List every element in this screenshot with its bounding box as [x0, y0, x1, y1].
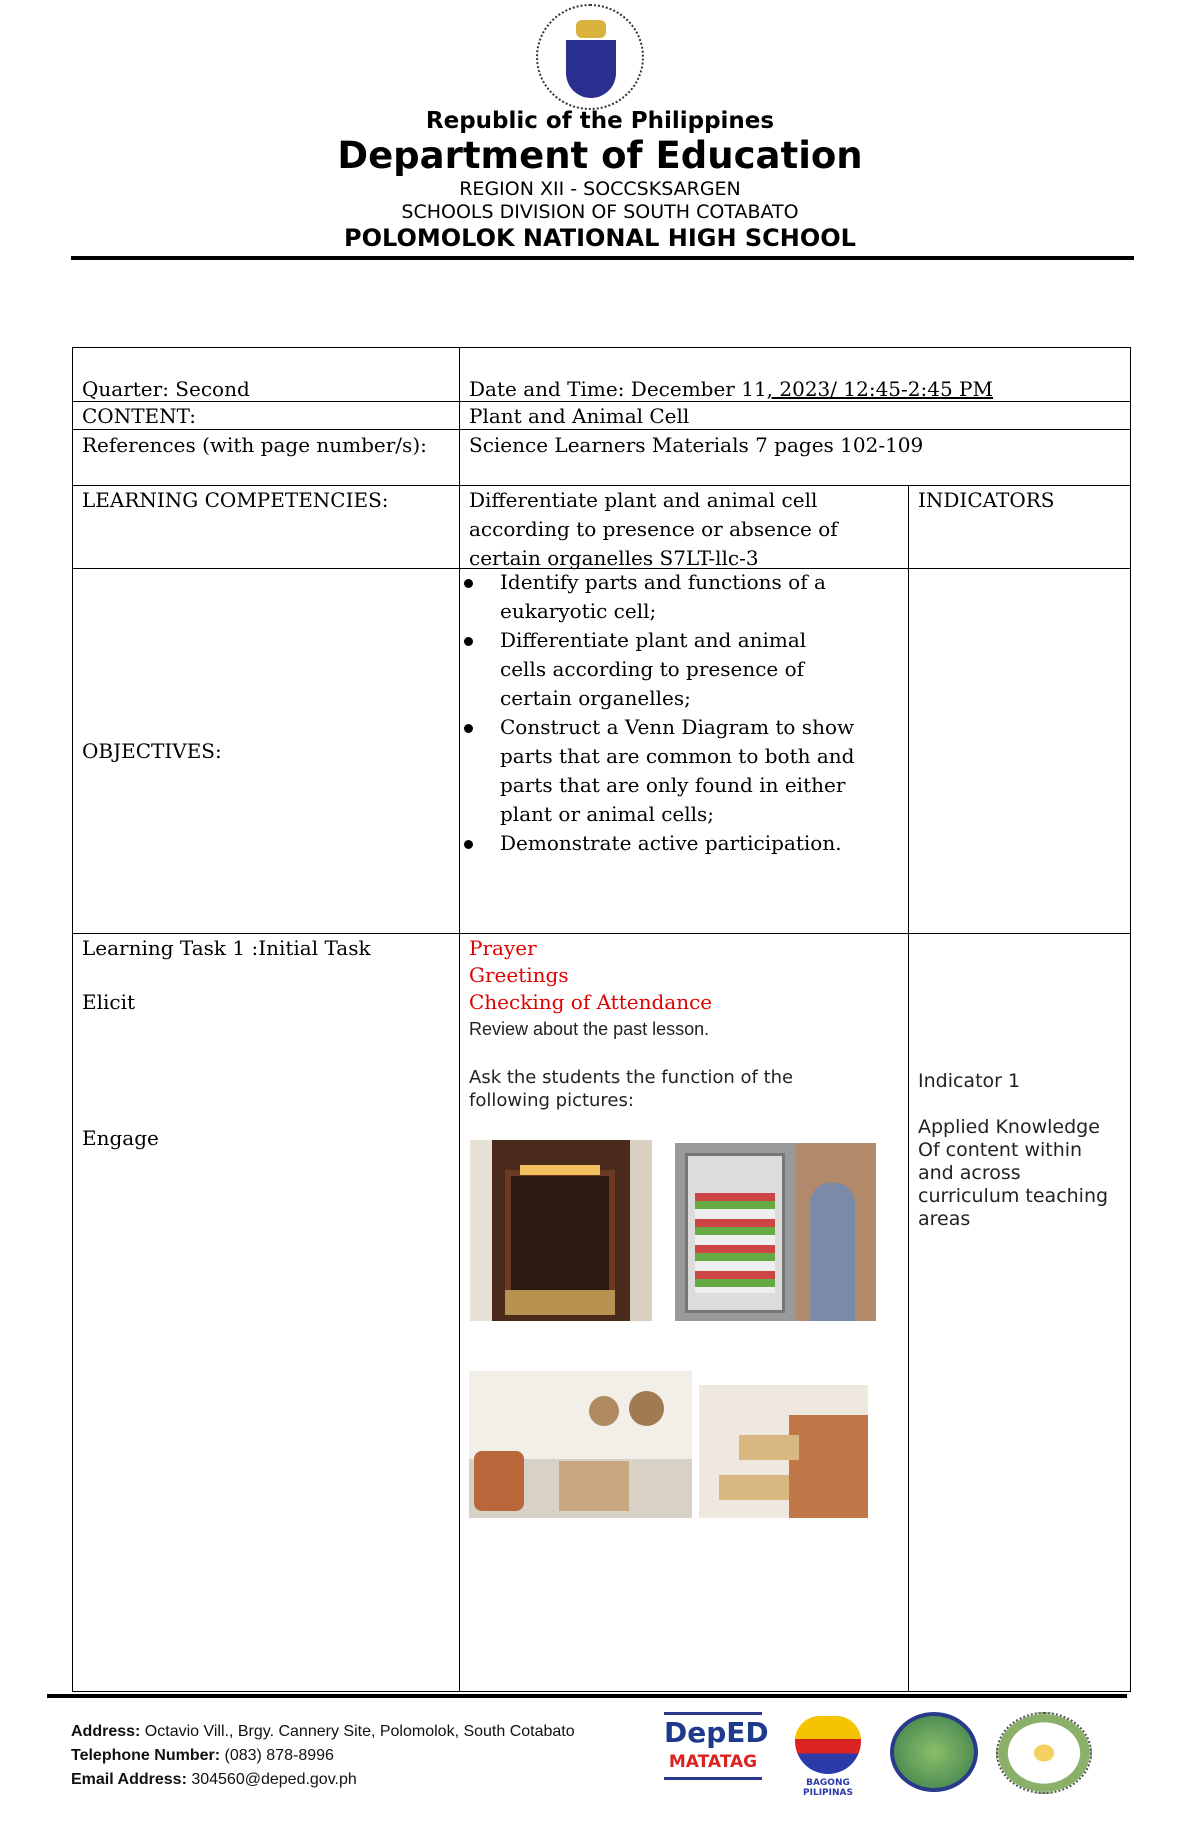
competency-line: according to presence or absence of [469, 517, 838, 541]
picture-refrigerator [675, 1143, 876, 1321]
picture-living-room [469, 1371, 692, 1518]
indicator-1: Indicator 1 [918, 1070, 1021, 1092]
footer-email: Email Address: 304560@deped.gov.ph [71, 1771, 357, 1788]
review-text: Review about the past lesson. [469, 1019, 710, 1039]
ask-text: following pictures: [469, 1090, 634, 1111]
footer-divider [47, 1694, 1127, 1698]
objective-item: Identify parts and functions of a eukaryotic cell; [500, 568, 910, 626]
deped-seal [536, 4, 644, 110]
task-label: Learning Task 1 :Initial Task [82, 936, 371, 960]
bagong-pilipinas-logo: BAGONG PILIPINAS [782, 1712, 874, 1792]
indicators-header: INDICATORS [918, 488, 1055, 512]
quarter-label: Quarter: Second [82, 377, 250, 401]
prayer-text: Prayer [469, 936, 537, 960]
deped-matatag-logo: DepED MATATAG [664, 1712, 762, 1792]
division-text: SCHOOLS DIVISION OF SOUTH COTABATO [401, 201, 799, 223]
competencies-label: LEARNING COMPETENCIES: [82, 488, 389, 512]
objective-item: Demonstrate active participation. [500, 829, 910, 858]
attendance-text: Checking of Attendance [469, 990, 713, 1014]
school-name: POLOMOLOK NATIONAL HIGH SCHOOL [344, 224, 856, 252]
greetings-text: Greetings [469, 963, 569, 987]
competency-line: Differentiate plant and animal cell [469, 488, 818, 512]
date-text: Date and Time: December 11 [469, 377, 767, 401]
engage-label: Engage [82, 1126, 159, 1150]
competency-line: certain organelles S7LT-llc-3 [469, 546, 759, 570]
picture-doorway [470, 1140, 652, 1321]
content-label: CONTENT: [82, 404, 197, 428]
date-time [469, 375, 993, 404]
school-seal [996, 1712, 1092, 1794]
picture-restaurant [699, 1385, 868, 1518]
footer-phone: Telephone Number: (083) 878-8996 [71, 1747, 334, 1764]
indicator-desc: curriculum teaching [918, 1185, 1109, 1207]
header-divider [71, 256, 1134, 260]
indicator-desc: and across [918, 1162, 1021, 1184]
objective-item: Construct a Venn Diagram to show parts that are common to both and parts that are only found in either plant or animal cells; [500, 713, 910, 829]
footer-address: Address: Octavio Vill., Brgy. Cannery Site, Polomolok, South Cotabato [71, 1723, 575, 1740]
republic-title: Republic of the Philippines [425, 108, 775, 134]
time-text: , 2023/ 12:45-2:45 PM [766, 377, 993, 401]
references-value: Science Learners Materials 7 pages 102-109 [469, 433, 924, 457]
content-value: Plant and Animal Cell [469, 404, 690, 428]
indicator-desc: areas [918, 1208, 971, 1230]
objective-item: Differentiate plant and animal cells according to presence of certain organelles; [500, 626, 910, 713]
ask-text: Ask the students the function of the [469, 1067, 794, 1088]
department-title: Department of Education [337, 134, 863, 177]
references-label: References (with page number/s): [82, 433, 427, 457]
division-seal [890, 1712, 978, 1792]
indicator-desc: Of content within [918, 1139, 1083, 1161]
elicit-label: Elicit [82, 990, 136, 1014]
objectives-list [500, 568, 910, 858]
indicator-desc: Applied Knowledge [918, 1116, 1100, 1138]
objectives-label: OBJECTIVES: [82, 739, 222, 763]
region-text: REGION XII - SOCCSKSARGEN [459, 178, 741, 200]
